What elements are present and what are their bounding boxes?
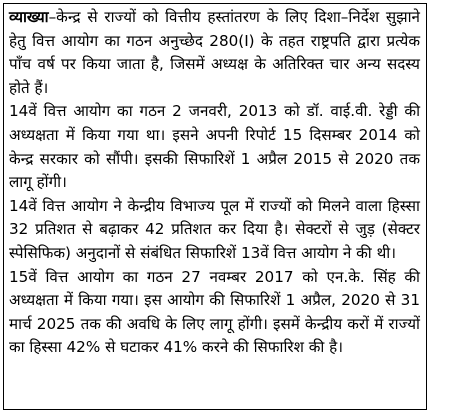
label-dash: – [48,8,57,26]
paragraph-14th-commission: 14वें वित्त आयोग का गठन 2 जनवरी, 2013 को डॉ. वाई.वी. रेड्डी की अध्यक्षता में किया गया था। इसने अपनी रिपोर्ट 15 दिसम्बर 2014 को केन्द्र सरकार को सौंपी। इसकी सिफारिशें 1 अप्रैल 2015 से 2020 तक लागू होंगी। [9,102,420,192]
paragraph-15th-commission: 15वें वित्त आयोग का गठन 27 नवम्बर 2017 को एन.के. सिंह की अध्यक्षता में किया गया। इस आयोग की सिफारिशें 1 अप्रैल, 2020 से 31 मार्च 2025 तक की अवधि के लिए लागू होंगी। इसमें केन्द्रीय करों में राज्यों का हिस्सा 42% से घटाकर 41% करने की सिफारिश की है। [9,267,420,357]
explanation-label: व्याख्या [9,8,49,26]
paragraph-text: केन्द्र से राज्यों को वित्तीय हस्तांतरण के लिए दिशा–निर्देश सुझाने हेतु वित्त आयोग का गठन अनुच्छेद 280(I) के तहत राष्ट्रपति द्वारा प्रत्येक पाँच वर्ष पर किया जाता है, जिसमें अध्यक्ष के अतिरिक्त चार अन्य सदस्य होते हैं। [9,8,420,97]
explanation-box [3,3,427,410]
paragraph-intro [9,6,420,100]
paragraph-14th-share: 14वें वित्त आयोग ने केन्द्रीय विभाज्य पूल में राज्यों को मिलने वाला हिस्सा 32 प्रतिशत से बढ़ाकर 42 प्रतिशत कर दिया है। सेक्टरों से जुड़ (सेक्टर स्पेसिफिक) अनुदानों से संबंधित सिफारिशें 13वें वित्त आयोग ने की थी। [9,196,420,262]
